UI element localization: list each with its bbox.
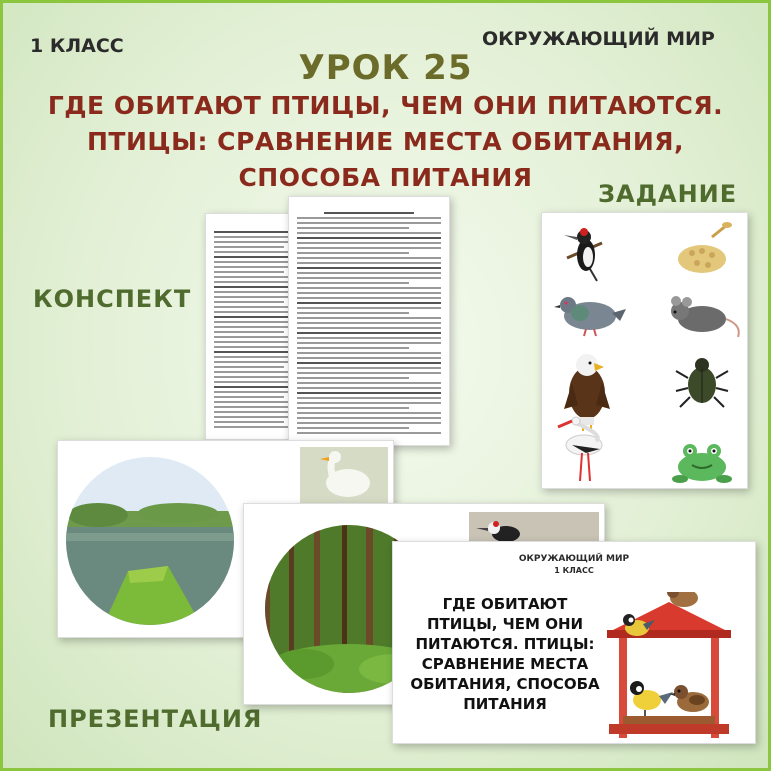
- great-tit-icon: [630, 681, 673, 716]
- presentation-title-slide: [392, 541, 756, 744]
- subject-label: ОКРУЖАЮЩИЙ МИР: [482, 28, 715, 50]
- slide-title: ГДЕ ОБИТАЮТ ПТИЦЫ, ЧЕМ ОНИ ПИТАЮТСЯ. ПТИЦЫ: СРАВНЕНИЕ МЕСТА ОБИТАНИЯ, СПОСОБА ПИТАНИЯ: [410, 595, 600, 713]
- grain-icon: [678, 222, 732, 273]
- task-illustrations: [542, 213, 747, 488]
- title-line-3: СПОСОБА ПИТАНИЯ: [238, 163, 533, 192]
- mouse-icon: [671, 296, 739, 337]
- title-line-1: ГДЕ ОБИТАЮТ ПТИЦЫ, ЧЕМ ОНИ ПИТАЮТСЯ.: [47, 91, 724, 120]
- frog-icon: [672, 444, 732, 483]
- beetle-icon: [676, 358, 728, 407]
- stork-icon: [558, 417, 602, 481]
- sparrow-icon: [669, 685, 709, 712]
- konspekt-page-2: [288, 196, 450, 446]
- bird-feeder-illustration: [589, 592, 749, 742]
- lesson-number: УРОК 25: [298, 48, 473, 88]
- section-konspekt: КОНСПЕКТ: [33, 285, 192, 313]
- task-card: [541, 212, 748, 489]
- section-prezentatsiya: ПРЕЗЕНТАЦИЯ: [48, 705, 263, 733]
- title-line-2: ПТИЦЫ: СРАВНЕНИЕ МЕСТА ОБИТАНИЯ,: [86, 127, 685, 156]
- section-zadanie: ЗАДАНИЕ: [598, 180, 738, 208]
- grade-label: 1 КЛАСС: [30, 35, 124, 57]
- eagle-icon: [564, 354, 610, 431]
- woodpecker-icon: [564, 228, 602, 281]
- slide-subject: ОКРУЖАЮЩИЙ МИР: [518, 554, 630, 564]
- slide-grade: 1 КЛАСС: [554, 566, 594, 575]
- pigeon-icon: [554, 297, 626, 336]
